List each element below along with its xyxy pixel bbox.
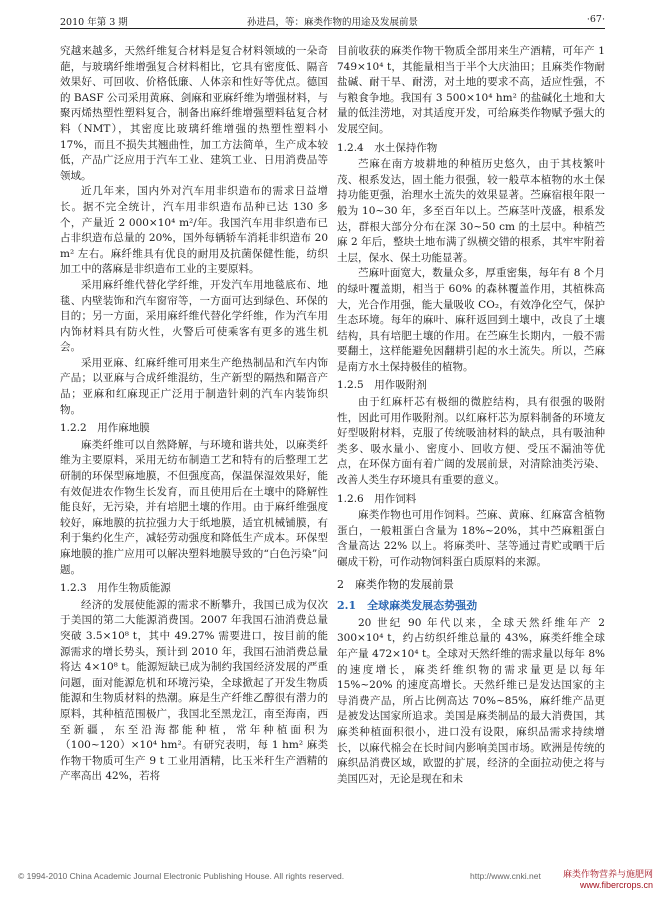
paragraph: 麻类纤维可以自然降解，与环境和谐共处，以麻类纤维为主要原料，采用无纺布制造工艺和特有的后整理工艺研制的环保型麻地膜，不但强度高，保温保湿效果好，能有效促进农作物生长发育，而且使用后在土壤中的降解性能良好，无污染，并有培肥土壤的作用。由于麻纤维强度较好，麻地膜的抗拉强力大于纸地膜，适宜机械铺膜，有利于集约化生产，减轻劳动强度和降低生产成本。环保型麻地膜的推广应用可以解决塑料地膜导致的“白色污染”问题。 xyxy=(60,438,328,576)
paragraph: 采用麻纤维代替化学纤维，开发汽车用地毯底布、地毯、内壁装饰和汽车窗帘等，一方面可达到绿色、环保的目的；另一方面，采用麻纤维代替化学纤维，作为汽车用内饰材料具有防火性，火警后可使乘客有更多的逃生机会。 xyxy=(60,278,328,354)
subsection-heading: 1.2.4 水土保持作物 xyxy=(337,141,438,154)
left-column xyxy=(60,44,328,785)
paragraph: 目前收获的麻类作物干物质全部用来生产酒精，可年产 1 749×10⁴ t，其能量相当于半个大庆油田；且麻类作物耐盐碱、耐干旱、耐涝，对土地的要求不高，适应性强，不与粮食争地。我国有 3 500×10⁴ hm² 的盐碱化土地和大量的低洼涝地，对其适度开发，可给麻类作物赋予强大的发展空间。 xyxy=(337,45,605,135)
paragraph: 麻类作物也可用作饲料。苎麻、黄麻、红麻富含植物蛋白，一般粗蛋白含量为 18%~20%，其中苎麻粗蛋白含量高达 22% 以上。将麻类叶、茎等通过青贮或晒干后碾成干粉，可作动物饲料蛋白质原料的来源。 xyxy=(337,509,605,568)
subsection-heading: 1.2.2 用作麻地膜 xyxy=(60,422,150,435)
paragraph: 由于红麻杆芯有极细的微腔结构，具有很强的吸附性，因此可用作吸附剂。以红麻杆芯为原料制备的环境友好型吸附材料，克服了传统吸油材料的缺点，具有吸油种类多、吸水量小、密度小、回收方便、受压不漏油等优点，在环保方面有着广阔的发展前景，对清除油类污染、改善人类生存环境具有重要的意义。 xyxy=(337,396,605,487)
paragraph: 经济的发展使能源的需求不断攀升，我国已成为仅次于美国的第二大能源消费国。2007 年我国石油消费总量突破 3.5×10⁸ t，其中 49.27% 需要进口，按目前的能源需求的增长势头，预计到 2010 年，我国石油消费总量将达 4×10⁸ t。能源短缺已成为制约我国经济发展的严重问题，面对能源危机和环境污染，全球掀起了开发生物质能源和生物质材料的热潮。麻是生产纤维乙醇很有潜力的原料，其种植范围极广，我国北至黑龙江，南至海南，西至新疆，东至沿海都能种植，常年种植面积为（100~120）×10⁴ hm²。有研究表明，每 1 hm² 麻类作物干物质可生产 9 t 工业用酒精，比玉米秆生产酒精的产率高出 42%，若将 xyxy=(60,598,328,783)
copyright-notice: © 1994-2010 China Academic Journal Electronic Publishing House. All rights reserved. xyxy=(18,871,345,881)
site-watermark xyxy=(523,869,653,891)
page-number: ·67· xyxy=(586,14,605,25)
running-header xyxy=(60,12,605,29)
watermark-title: 麻类作物营养与施肥网 xyxy=(562,869,653,879)
subsection-heading: 1.2.6 用作饲料 xyxy=(337,492,417,505)
right-column xyxy=(337,44,605,787)
paragraph: 20 世纪 90 年代以来，全球天然纤维年产 2 300×10⁴ t，约占纺织纤维总量的 43%，麻类纤维全球年产量 472×10⁴ t。全球对天然纤维的需求量以每年 8% 的速度增长，麻类纤维织物的需求量更是以每年 15%~20% 的速度高增长。天然纤维已是发达国家的主导消费产品，所占比例高达 70%~85%，麻纤维产品更是被发达国家所追求。美国是麻类制品的最大消费国，其麻类种植面积很小，进口没有设限，麻织品需求持续增长，以麻代棉会在长时间内影响美国市场。欧洲是传统的麻织品消费区域，欧盟的扩展，经济的全面拉动使之将与美国匹对，无论是现在和未 xyxy=(337,616,605,785)
journal-issue: 2010 年第 3 期 xyxy=(60,17,128,28)
watermark-url: www.fibercrops.cn xyxy=(579,880,653,890)
paragraph: 究越来越多，天然纤维复合材料是复合材料领域的一朵奇葩，与玻璃纤维增强复合材料相比，它具有密度低、隔音效果好、可回收、价格低廉、人体亲和性好等优点。德国的 BASF 公司采用黄麻、剑麻和亚麻纤维为增强材料，与聚丙烯热塑性塑料复合，制备出麻纤维增强塑料毡复合材料（NMT），其密度比玻璃纤维增强的热塑性塑料小 17%，而且不损失其翘曲性，加工方法简单，生产成本较低，产品广泛应用于汽车工业、建筑工业、日用消费品等领域。 xyxy=(60,45,328,182)
paragraph: 近几年来，国内外对汽车用非织造布的需求日益增长。据不完全统计，汽车用非织造布品种已达 130 多个，产量近 2 000×10⁴ m²/年。我国汽车用非织造布已占非织造布总量的 20%，国外每辆轿车消耗非织造布 20 m² 左右。麻纤维具有优良的耐用及抗菌保健性能，纺织加工中的落麻是非织造布工业的主要原料。 xyxy=(60,185,328,276)
section-heading: 2 麻类作物的发展前景 xyxy=(337,577,454,591)
subsection-heading: 1.2.5 用作吸附剂 xyxy=(337,379,427,392)
footer-link[interactable]: http://www.cnki.net xyxy=(470,871,541,881)
subsection-heading: 1.2.3 用作生物质能源 xyxy=(60,582,171,595)
paragraph: 苎麻在南方坡耕地的种植历史悠久，由于其枝繁叶茂、根系发达，固土能力很强，较一般草本植物的水土保持功能更强，治理水土流失的效果显著。苎麻宿根年限一般为 10~30 年，多至百年以上。苎麻茎叶茂盛，根系发达，群根大部分分布在深 30~50 cm 的土层中。种植苎麻 2 年后，整块土地布满了纵横交错的根系，其牢牢附着土层，保水、保土功能显著。 xyxy=(337,158,605,264)
subsection-heading-highlighted: 2.1 全球麻类发展态势强劲 xyxy=(337,599,478,613)
paragraph: 苎麻叶面宽大，数量众多，厚重密集，每年有 8 个月的绿叶覆盖期，相当于 60% 的森林覆盖作用，其植株高大，光合作用强，能大量吸收 CO₂，有效净化空气，保护生态环境。每年的麻叶、麻秆返回到土壤中，改良了土壤结构，具有培肥土壤的作用。在苎麻生长期内，一般不需要翻土，这样能避免因翻耕引起的水土流失。所以，苎麻是南方水土保持极佳的植物。 xyxy=(337,267,605,373)
article-running-title: 孙进昌，等：麻类作物的用途及发展前景 xyxy=(246,17,418,28)
paragraph: 采用亚麻、红麻纤维可用来生产绝热制品和汽车内饰产品；以亚麻与合成纤维混纺，生产新型的隔热和隔音产品；亚麻和红麻现正广泛用于制造针刺的汽车内装饰织物。 xyxy=(60,356,328,416)
